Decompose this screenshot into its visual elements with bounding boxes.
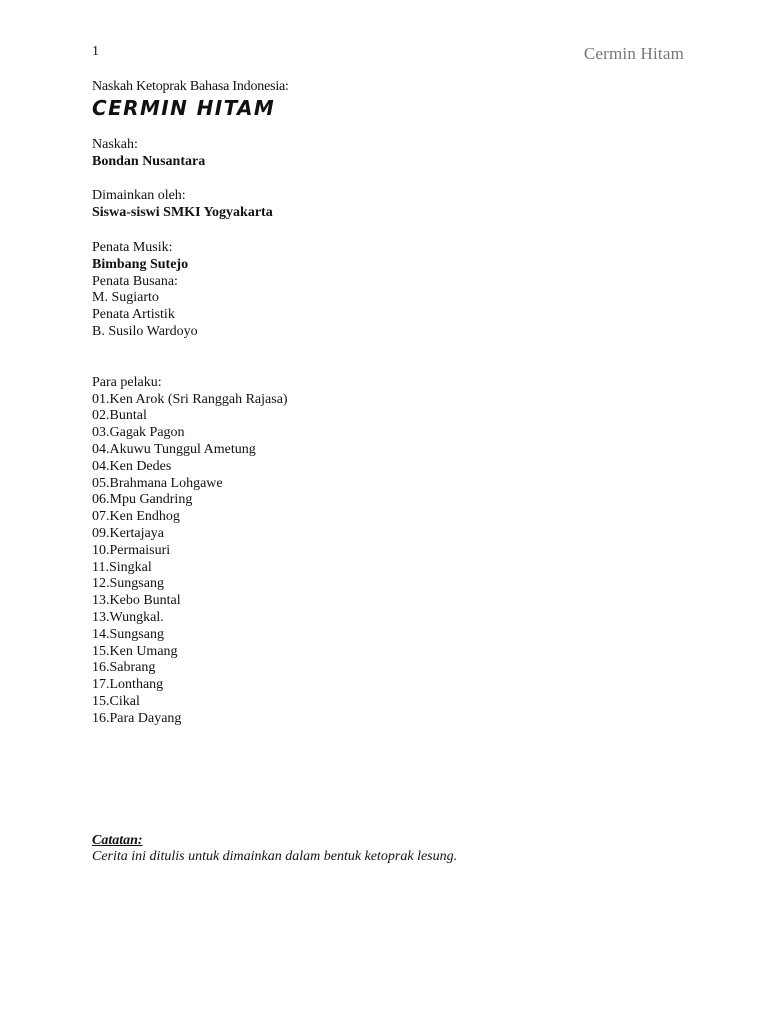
- artistic-label: Penata Artistik: [92, 307, 175, 323]
- cast-item: 05.Brahmana Lohgawe: [92, 475, 223, 491]
- cast-label: Para pelaku:: [92, 374, 162, 390]
- cast-item: 16.Para Dayang: [92, 710, 182, 726]
- performed-label: Dimainkan oleh:: [92, 188, 186, 204]
- costume-by: M. Sugiarto: [92, 290, 159, 306]
- cast-item: 13.Wungkal.: [92, 609, 164, 625]
- cast-item: 09.Kertajaya: [92, 525, 164, 541]
- document-body: [92, 79, 692, 866]
- running-header-title: Cermin Hitam: [583, 44, 684, 63]
- cast-item: 15.Ken Umang: [92, 643, 178, 659]
- script-label: Naskah:: [92, 136, 138, 152]
- cast-list: [92, 392, 692, 728]
- cast-item: 15.Cikal: [92, 693, 140, 709]
- cast-item: 17.Lonthang: [92, 677, 164, 693]
- music-by: Bimbang Sutejo: [92, 256, 189, 272]
- cast-item: 04.Ken Dedes: [92, 458, 172, 474]
- cast-item: 02.Buntal: [92, 408, 147, 424]
- document-subtitle: Naskah Ketoprak Bahasa Indonesia:: [92, 79, 289, 94]
- cast-item: 06.Mpu Gandring: [92, 492, 193, 508]
- cast-item: 04.Akuwu Tunggul Ametung: [92, 441, 256, 457]
- performed-by: Siswa-siswi SMKI Yogyakarta: [92, 205, 273, 221]
- music-label: Penata Musik:: [92, 239, 173, 255]
- cast-item: 07.Ken Endhog: [92, 509, 180, 525]
- cast-item: 14.Sungsang: [92, 626, 164, 642]
- cast-item: 10.Permaisuri: [92, 542, 171, 558]
- cast-item: 01.Ken Arok (Sri Ranggah Rajasa): [92, 391, 288, 407]
- cast-item: 11.Singkal: [92, 559, 152, 575]
- cast-item: 13.Kebo Buntal: [92, 593, 181, 609]
- costume-label: Penata Busana:: [92, 273, 178, 289]
- note-text: Cerita ini ditulis untuk dimainkan dalam bentuk ketoprak lesung.: [92, 849, 458, 865]
- cast-item: 16.Sabrang: [92, 660, 156, 676]
- cast-item: 12.Sungsang: [92, 576, 164, 592]
- artistic-by: B. Susilo Wardoyo: [92, 323, 198, 339]
- script-author: Bondan Nusantara: [92, 153, 206, 169]
- document-title: CERMIN HITAM: [92, 95, 276, 120]
- page-number: 1: [92, 44, 99, 59]
- cast-item: 03.Gagak Pagon: [92, 425, 185, 441]
- note-heading: Catatan:: [92, 832, 143, 848]
